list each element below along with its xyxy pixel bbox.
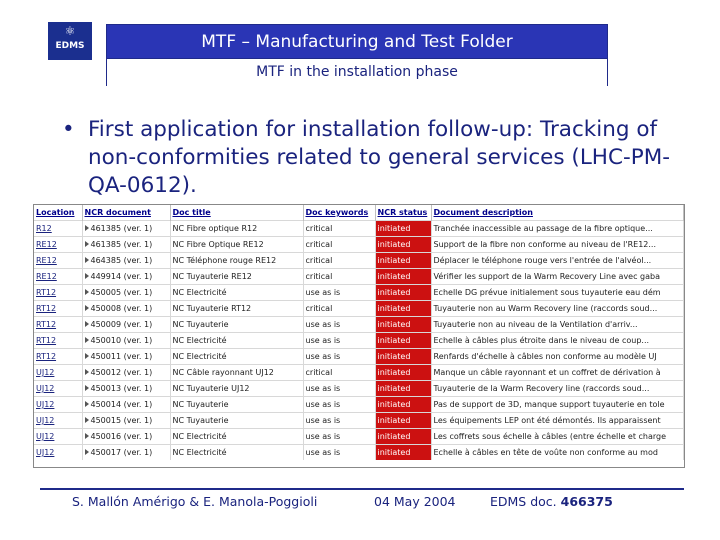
cell-location[interactable] bbox=[34, 317, 82, 333]
table-row[interactable] bbox=[34, 269, 684, 285]
cell-location-text: RE12 bbox=[36, 256, 57, 265]
cell-ncr-document-text: 461385 (ver. 1) bbox=[90, 224, 153, 233]
play-arrow-icon bbox=[85, 385, 89, 391]
cell-ncr-document[interactable] bbox=[82, 349, 170, 365]
cell-ncr-status bbox=[375, 445, 431, 461]
cell-document-description-text: Déplacer le téléphone rouge vers l'entrée de l'alvéol... bbox=[433, 256, 652, 265]
cell-ncr-document[interactable] bbox=[82, 429, 170, 445]
cell-document-description-text: Les équipements LEP ont été démontés. Ils apparaissent bbox=[433, 416, 661, 425]
cell-document-description-text: Tuyauterie de la Warm Recovery line (raccords soud... bbox=[433, 384, 650, 393]
cell-ncr-document[interactable] bbox=[82, 221, 170, 237]
cell-doc-keywords bbox=[303, 237, 375, 253]
play-arrow-icon bbox=[85, 353, 89, 359]
play-arrow-icon bbox=[85, 289, 89, 295]
cell-document-description-text: Tuyauterie non au niveau de la Ventilation d'arriv... bbox=[433, 320, 638, 329]
cell-doc-title bbox=[170, 317, 303, 333]
cell-location[interactable] bbox=[34, 333, 82, 349]
cell-ncr-status-text: initiated bbox=[377, 336, 411, 345]
cell-doc-keywords-text: use as is bbox=[305, 448, 341, 457]
cell-location[interactable] bbox=[34, 365, 82, 381]
cell-doc-keywords bbox=[303, 301, 375, 317]
cell-ncr-document[interactable] bbox=[82, 413, 170, 429]
cell-ncr-status-text: initiated bbox=[377, 288, 411, 297]
cell-ncr-status bbox=[375, 349, 431, 365]
cern-logo-icon: ⚛ bbox=[64, 24, 76, 38]
cell-location[interactable] bbox=[34, 397, 82, 413]
cell-document-description bbox=[431, 285, 684, 301]
cell-doc-title-text: NC Câble rayonnant UJ12 bbox=[172, 368, 274, 377]
cell-location-text: UJ12 bbox=[36, 368, 55, 377]
play-arrow-icon bbox=[85, 401, 89, 407]
cell-ncr-document-text: 450013 (ver. 1) bbox=[90, 384, 153, 393]
cell-doc-title-text: NC Tuyauterie UJ12 bbox=[172, 384, 250, 393]
cell-location-text: UJ12 bbox=[36, 384, 55, 393]
cell-location-text: RT12 bbox=[36, 288, 57, 297]
cell-doc-keywords-text: critical bbox=[305, 256, 333, 265]
cell-ncr-status-text: initiated bbox=[377, 400, 411, 409]
cell-document-description bbox=[431, 317, 684, 333]
cell-doc-title bbox=[170, 349, 303, 365]
cell-ncr-status bbox=[375, 429, 431, 445]
play-arrow-icon bbox=[85, 449, 89, 455]
footer-authors: S. Mallón Amérigo & E. Manola-Poggioli bbox=[72, 494, 318, 509]
cell-location[interactable] bbox=[34, 301, 82, 317]
cell-doc-title-text: NC Tuyauterie bbox=[172, 416, 229, 425]
cell-ncr-status-text: initiated bbox=[377, 432, 411, 441]
cell-doc-keywords bbox=[303, 333, 375, 349]
cell-location[interactable] bbox=[34, 285, 82, 301]
ncr-table bbox=[34, 205, 684, 460]
cell-doc-title bbox=[170, 397, 303, 413]
cell-document-description bbox=[431, 429, 684, 445]
cell-document-description bbox=[431, 397, 684, 413]
cell-document-description bbox=[431, 253, 684, 269]
cell-doc-keywords bbox=[303, 445, 375, 461]
cell-doc-keywords bbox=[303, 397, 375, 413]
cell-doc-title-text: NC Téléphone rouge RE12 bbox=[172, 256, 277, 265]
play-arrow-icon bbox=[85, 241, 89, 247]
cell-doc-title-text: NC Electricité bbox=[172, 288, 227, 297]
cell-location-text: RT12 bbox=[36, 320, 57, 329]
cell-doc-keywords-text: critical bbox=[305, 224, 333, 233]
table-row[interactable] bbox=[34, 349, 684, 365]
cell-doc-title-text: NC Electricité bbox=[172, 432, 227, 441]
column-header-ncr-status[interactable]: NCR status bbox=[375, 205, 431, 221]
cell-doc-title bbox=[170, 333, 303, 349]
cell-document-description bbox=[431, 413, 684, 429]
column-header-doc-title[interactable]: Doc title bbox=[170, 205, 303, 221]
cell-doc-keywords bbox=[303, 253, 375, 269]
cell-ncr-document[interactable] bbox=[82, 317, 170, 333]
cell-document-description-text: Vérifier les support de la Warm Recovery Line avec gaba bbox=[433, 272, 660, 281]
cell-doc-keywords-text: use as is bbox=[305, 320, 341, 329]
cell-doc-title bbox=[170, 381, 303, 397]
cell-ncr-status bbox=[375, 237, 431, 253]
cell-doc-keywords-text: use as is bbox=[305, 336, 341, 345]
cell-location[interactable] bbox=[34, 221, 82, 237]
cell-ncr-document[interactable] bbox=[82, 445, 170, 461]
table-row[interactable] bbox=[34, 397, 684, 413]
cell-ncr-document[interactable] bbox=[82, 285, 170, 301]
cell-doc-keywords-text: use as is bbox=[305, 352, 341, 361]
cell-document-description-text: Echelle à câbles en tête de voûte non conforme au mod bbox=[433, 448, 658, 457]
cell-location[interactable] bbox=[34, 413, 82, 429]
slide-header bbox=[106, 24, 608, 86]
table-row[interactable] bbox=[34, 445, 684, 461]
bullet-icon: • bbox=[62, 117, 75, 142]
cell-ncr-status bbox=[375, 413, 431, 429]
cell-ncr-status-text: initiated bbox=[377, 240, 411, 249]
cell-document-description bbox=[431, 381, 684, 397]
cell-ncr-status bbox=[375, 333, 431, 349]
edms-doc-number: 466375 bbox=[560, 494, 613, 509]
table-row[interactable] bbox=[34, 413, 684, 429]
ncr-table-screenshot bbox=[33, 204, 685, 468]
cell-doc-title-text: NC Tuyauterie bbox=[172, 320, 229, 329]
cell-location-text: UJ12 bbox=[36, 416, 55, 425]
cell-ncr-status-text: initiated bbox=[377, 352, 411, 361]
cell-ncr-status-text: initiated bbox=[377, 416, 411, 425]
play-arrow-icon bbox=[85, 321, 89, 327]
cell-location-text: RT12 bbox=[36, 352, 57, 361]
cell-ncr-status bbox=[375, 221, 431, 237]
table-row[interactable] bbox=[34, 221, 684, 237]
cell-location[interactable] bbox=[34, 349, 82, 365]
column-header-ncr-document[interactable]: NCR document bbox=[82, 205, 170, 221]
cell-doc-keywords-text: use as is bbox=[305, 432, 341, 441]
cell-doc-title-text: NC Electricité bbox=[172, 352, 227, 361]
cell-ncr-document[interactable] bbox=[82, 381, 170, 397]
cell-doc-title-text: NC Electricité bbox=[172, 336, 227, 345]
cell-document-description-text: Tranchée inaccessible au passage de la fibre optique... bbox=[433, 224, 653, 233]
cell-doc-title bbox=[170, 413, 303, 429]
cell-ncr-document-text: 450009 (ver. 1) bbox=[90, 320, 153, 329]
play-arrow-icon bbox=[85, 337, 89, 343]
cell-document-description bbox=[431, 333, 684, 349]
cell-doc-title-text: NC Tuyauterie RT12 bbox=[172, 304, 252, 313]
cell-document-description-text: Echelle à câbles plus étroite dans le niveau de coup... bbox=[433, 336, 650, 345]
cell-doc-keywords-text: critical bbox=[305, 368, 333, 377]
play-arrow-icon bbox=[85, 273, 89, 279]
column-header-document-description[interactable]: Document description bbox=[431, 205, 684, 221]
footer-date: 04 May 2004 bbox=[374, 494, 456, 509]
table-row[interactable] bbox=[34, 429, 684, 445]
cell-doc-keywords bbox=[303, 285, 375, 301]
cell-doc-title bbox=[170, 269, 303, 285]
cell-doc-keywords-text: critical bbox=[305, 304, 333, 313]
play-arrow-icon bbox=[85, 305, 89, 311]
cell-doc-title bbox=[170, 253, 303, 269]
play-arrow-icon bbox=[85, 225, 89, 231]
cell-location[interactable] bbox=[34, 381, 82, 397]
cell-doc-keywords-text: critical bbox=[305, 240, 333, 249]
cell-ncr-document[interactable] bbox=[82, 301, 170, 317]
cell-ncr-document-text: 450011 (ver. 1) bbox=[90, 352, 153, 361]
cell-doc-title-text: NC Tuyauterie bbox=[172, 400, 229, 409]
cell-location-text: R12 bbox=[36, 224, 52, 233]
cell-document-description-text: Manque un câble rayonnant et un coffret de dérivation à bbox=[433, 368, 661, 377]
cell-document-description-text: Echelle DG prévue initialement sous tuyauterie eau dém bbox=[433, 288, 661, 297]
table-row[interactable] bbox=[34, 381, 684, 397]
table-row[interactable] bbox=[34, 365, 684, 381]
slide-title: MTF – Manufacturing and Test Folder bbox=[107, 25, 607, 58]
cell-document-description-text: Support de la fibre non conforme au niveau de l'RE12... bbox=[433, 240, 656, 249]
cell-document-description-text: Renfards d'échelle à câbles non conforme au modèle UJ bbox=[433, 352, 657, 361]
cell-ncr-document[interactable] bbox=[82, 253, 170, 269]
cell-ncr-status bbox=[375, 253, 431, 269]
cell-location[interactable] bbox=[34, 429, 82, 445]
play-arrow-icon bbox=[85, 257, 89, 263]
cell-ncr-status bbox=[375, 365, 431, 381]
cell-doc-title bbox=[170, 237, 303, 253]
cell-document-description bbox=[431, 237, 684, 253]
cell-ncr-status-text: initiated bbox=[377, 384, 411, 393]
cell-ncr-document[interactable] bbox=[82, 237, 170, 253]
logo-label: EDMS bbox=[55, 41, 85, 51]
cell-ncr-document-text: 450017 (ver. 1) bbox=[90, 448, 153, 457]
cell-location[interactable] bbox=[34, 269, 82, 285]
cell-document-description bbox=[431, 365, 684, 381]
cell-doc-keywords-text: critical bbox=[305, 272, 333, 281]
cell-doc-title bbox=[170, 365, 303, 381]
cell-ncr-document-text: 450014 (ver. 1) bbox=[90, 400, 153, 409]
footer-divider bbox=[40, 488, 684, 490]
column-header-doc-keywords[interactable]: Doc keywords bbox=[303, 205, 375, 221]
cell-document-description bbox=[431, 269, 684, 285]
cell-ncr-document-text: 450005 (ver. 1) bbox=[90, 288, 153, 297]
cell-document-description-text: Pas de support de 3D, manque support tuyauterie en tole bbox=[433, 400, 665, 409]
table-row[interactable] bbox=[34, 285, 684, 301]
cell-doc-keywords-text: use as is bbox=[305, 288, 341, 297]
cell-doc-keywords bbox=[303, 429, 375, 445]
table-row[interactable] bbox=[34, 301, 684, 317]
cell-ncr-status bbox=[375, 317, 431, 333]
cell-ncr-status bbox=[375, 285, 431, 301]
play-arrow-icon bbox=[85, 369, 89, 375]
cell-location-text: RE12 bbox=[36, 240, 57, 249]
cell-doc-keywords-text: use as is bbox=[305, 400, 341, 409]
cell-ncr-document-text: 449914 (ver. 1) bbox=[90, 272, 153, 281]
cell-ncr-status bbox=[375, 397, 431, 413]
cell-ncr-document-text: 464385 (ver. 1) bbox=[90, 256, 153, 265]
cell-location-text: RT12 bbox=[36, 304, 57, 313]
cell-doc-title-text: NC Fibre Optique RE12 bbox=[172, 240, 264, 249]
cell-document-description bbox=[431, 445, 684, 461]
cell-doc-title-text: NC Fibre optique R12 bbox=[172, 224, 258, 233]
footer-edms-doc bbox=[490, 494, 613, 509]
cell-location[interactable] bbox=[34, 445, 82, 461]
cell-location-text: UJ12 bbox=[36, 432, 55, 441]
table-header-row bbox=[34, 205, 684, 221]
table-row[interactable] bbox=[34, 237, 684, 253]
cell-doc-title bbox=[170, 285, 303, 301]
cell-document-description-text: Les coffrets sous échelle à câbles (entre échelle et charge bbox=[433, 432, 667, 441]
cell-ncr-document[interactable] bbox=[82, 333, 170, 349]
slide-subtitle: MTF in the installation phase bbox=[107, 58, 607, 86]
cell-ncr-status-text: initiated bbox=[377, 368, 411, 377]
edms-logo bbox=[48, 22, 92, 60]
play-arrow-icon bbox=[85, 433, 89, 439]
cell-ncr-document-text: 450010 (ver. 1) bbox=[90, 336, 153, 345]
cell-doc-title bbox=[170, 445, 303, 461]
cell-ncr-document[interactable] bbox=[82, 365, 170, 381]
cell-doc-keywords bbox=[303, 317, 375, 333]
table-row[interactable] bbox=[34, 333, 684, 349]
cell-ncr-status bbox=[375, 301, 431, 317]
cell-ncr-document-text: 450008 (ver. 1) bbox=[90, 304, 153, 313]
cell-ncr-status-text: initiated bbox=[377, 320, 411, 329]
cell-doc-title bbox=[170, 221, 303, 237]
cell-doc-title bbox=[170, 429, 303, 445]
cell-ncr-document[interactable] bbox=[82, 269, 170, 285]
cell-doc-title-text: NC Tuyauterie RE12 bbox=[172, 272, 252, 281]
edms-doc-label: EDMS doc. bbox=[490, 494, 557, 509]
cell-ncr-status-text: initiated bbox=[377, 304, 411, 313]
cell-doc-keywords-text: use as is bbox=[305, 416, 341, 425]
cell-doc-keywords bbox=[303, 269, 375, 285]
cell-ncr-document-text: 450015 (ver. 1) bbox=[90, 416, 153, 425]
cell-doc-keywords bbox=[303, 349, 375, 365]
column-header-location[interactable]: Location bbox=[34, 205, 82, 221]
bullet-text: First application for installation follow-up: Tracking of non-conformities related to general services (LHC-PM-QA-0612). bbox=[88, 117, 671, 198]
cell-doc-keywords bbox=[303, 381, 375, 397]
table-row[interactable] bbox=[34, 317, 684, 333]
cell-ncr-status-text: initiated bbox=[377, 224, 411, 233]
cell-doc-title bbox=[170, 301, 303, 317]
cell-doc-title-text: NC Electricité bbox=[172, 448, 227, 457]
cell-document-description bbox=[431, 221, 684, 237]
cell-doc-keywords bbox=[303, 365, 375, 381]
cell-location-text: RT12 bbox=[36, 336, 57, 345]
cell-location[interactable] bbox=[34, 253, 82, 269]
cell-ncr-document-text: 450012 (ver. 1) bbox=[90, 368, 153, 377]
cell-doc-keywords bbox=[303, 221, 375, 237]
cell-location-text: UJ12 bbox=[36, 448, 55, 457]
cell-ncr-status bbox=[375, 269, 431, 285]
cell-location-text: UJ12 bbox=[36, 400, 55, 409]
cell-ncr-document[interactable] bbox=[82, 397, 170, 413]
cell-doc-keywords bbox=[303, 413, 375, 429]
play-arrow-icon bbox=[85, 417, 89, 423]
cell-ncr-status bbox=[375, 381, 431, 397]
cell-ncr-status-text: initiated bbox=[377, 272, 411, 281]
cell-ncr-document-text: 450016 (ver. 1) bbox=[90, 432, 153, 441]
cell-document-description bbox=[431, 349, 684, 365]
table-row[interactable] bbox=[34, 253, 684, 269]
cell-document-description-text: Tuyauterie non au Warm Recovery line (raccords soud... bbox=[433, 304, 658, 313]
cell-document-description bbox=[431, 301, 684, 317]
cell-ncr-status-text: initiated bbox=[377, 448, 411, 457]
cell-ncr-document-text: 461385 (ver. 1) bbox=[90, 240, 153, 249]
cell-location-text: RE12 bbox=[36, 272, 57, 281]
cell-doc-keywords-text: use as is bbox=[305, 384, 341, 393]
cell-ncr-status-text: initiated bbox=[377, 256, 411, 265]
cell-location[interactable] bbox=[34, 237, 82, 253]
